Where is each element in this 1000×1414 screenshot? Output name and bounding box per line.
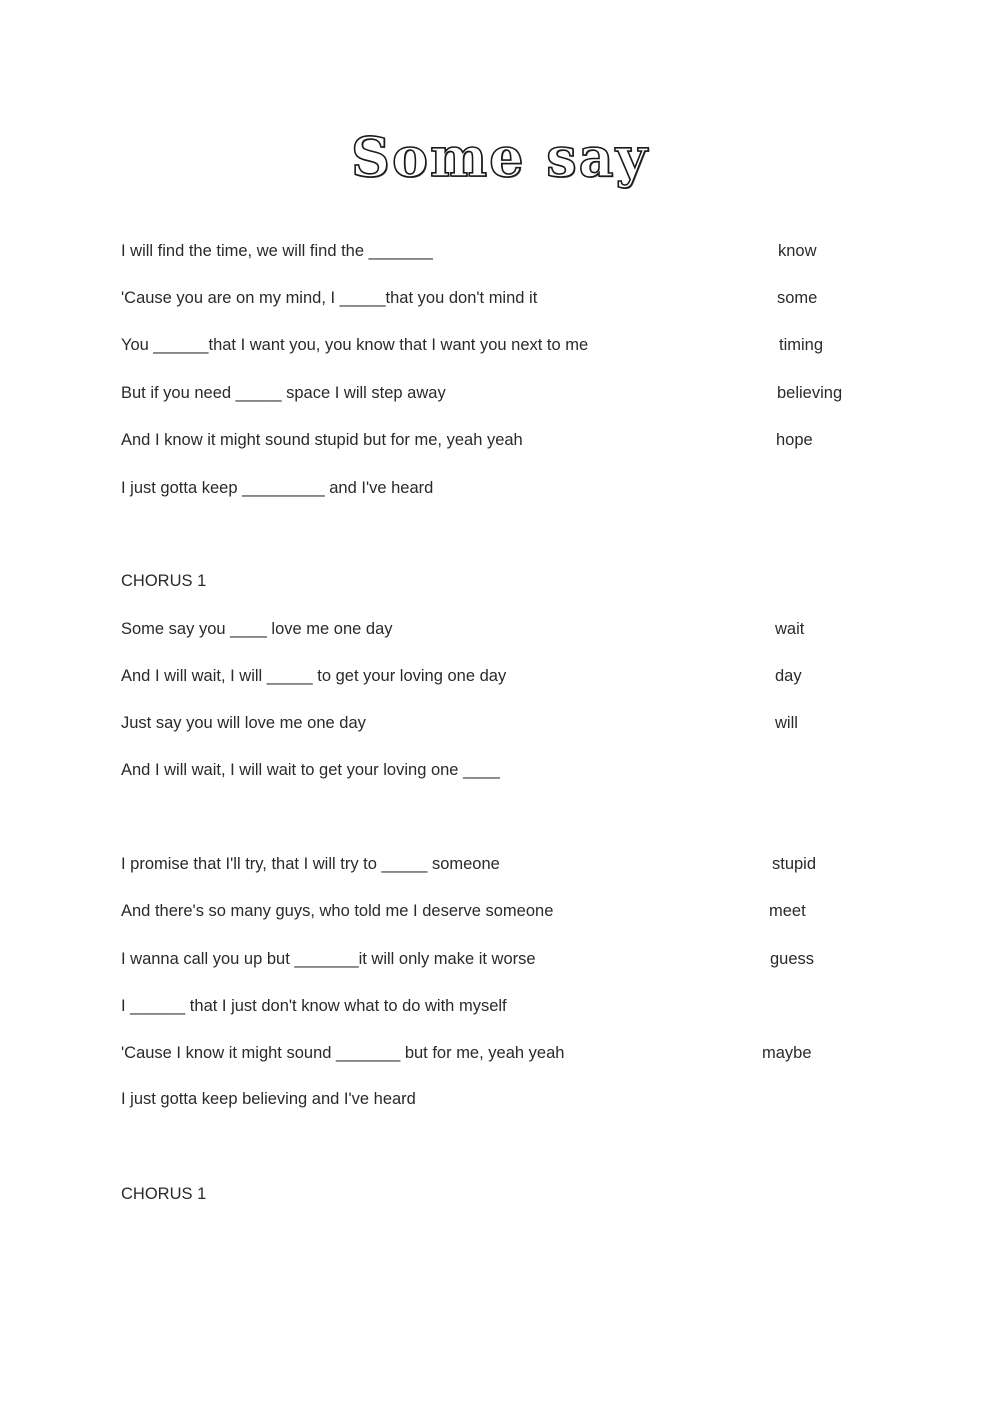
word-bank-item: meet	[769, 902, 806, 920]
lyric-line: I promise that I'll try, that I will try to _____ someone	[121, 855, 500, 873]
word-bank-item: hope	[776, 431, 813, 449]
lyric-line: 'Cause you are on my mind, I _____that you don't mind it	[121, 289, 538, 307]
word-bank-item: know	[778, 242, 817, 260]
word-bank-item: will	[775, 714, 798, 732]
lyric-line: I wanna call you up but _______it will only make it worse	[121, 950, 536, 968]
section-heading-chorus-1: CHORUS 1	[121, 572, 207, 590]
lyric-line: I will find the time, we will find the _______	[121, 242, 433, 260]
lyric-line: Just say you will love me one day	[121, 714, 366, 732]
lyric-line: But if you need _____ space I will step away	[121, 384, 446, 402]
lyric-line: And I will wait, I will wait to get your loving one ____	[121, 761, 500, 779]
lyric-line: I just gotta keep _________ and I've heard	[121, 479, 434, 497]
lyric-line: Some say you ____ love me one day	[121, 620, 393, 638]
lyric-line: I ______ that I just don't know what to do with myself	[121, 997, 507, 1015]
lyric-line: 'Cause I know it might sound _______ but for me, yeah yeah	[121, 1044, 565, 1062]
word-bank-item: day	[775, 667, 802, 685]
word-bank-item: timing	[779, 336, 824, 354]
word-bank-item: wait	[775, 620, 805, 638]
lyric-line: You ______that I want you, you know that I want you next to me	[121, 336, 589, 354]
lyric-line: And there's so many guys, who told me I deserve someone	[121, 902, 554, 920]
lyric-line: And I will wait, I will _____ to get your loving one day	[121, 667, 507, 685]
word-bank-item: guess	[770, 950, 815, 968]
word-bank-item: maybe	[762, 1044, 812, 1062]
word-bank-item: believing	[777, 384, 843, 402]
section-heading-chorus-repeat: CHORUS 1	[121, 1185, 207, 1203]
lyric-line: I just gotta keep believing and I've heard	[121, 1090, 416, 1108]
word-bank-item: some	[777, 289, 818, 307]
page-title: Some say	[350, 125, 650, 189]
lyric-line: And I know it might sound stupid but for me, yeah yeah	[121, 431, 523, 449]
word-bank-item: stupid	[772, 855, 817, 873]
